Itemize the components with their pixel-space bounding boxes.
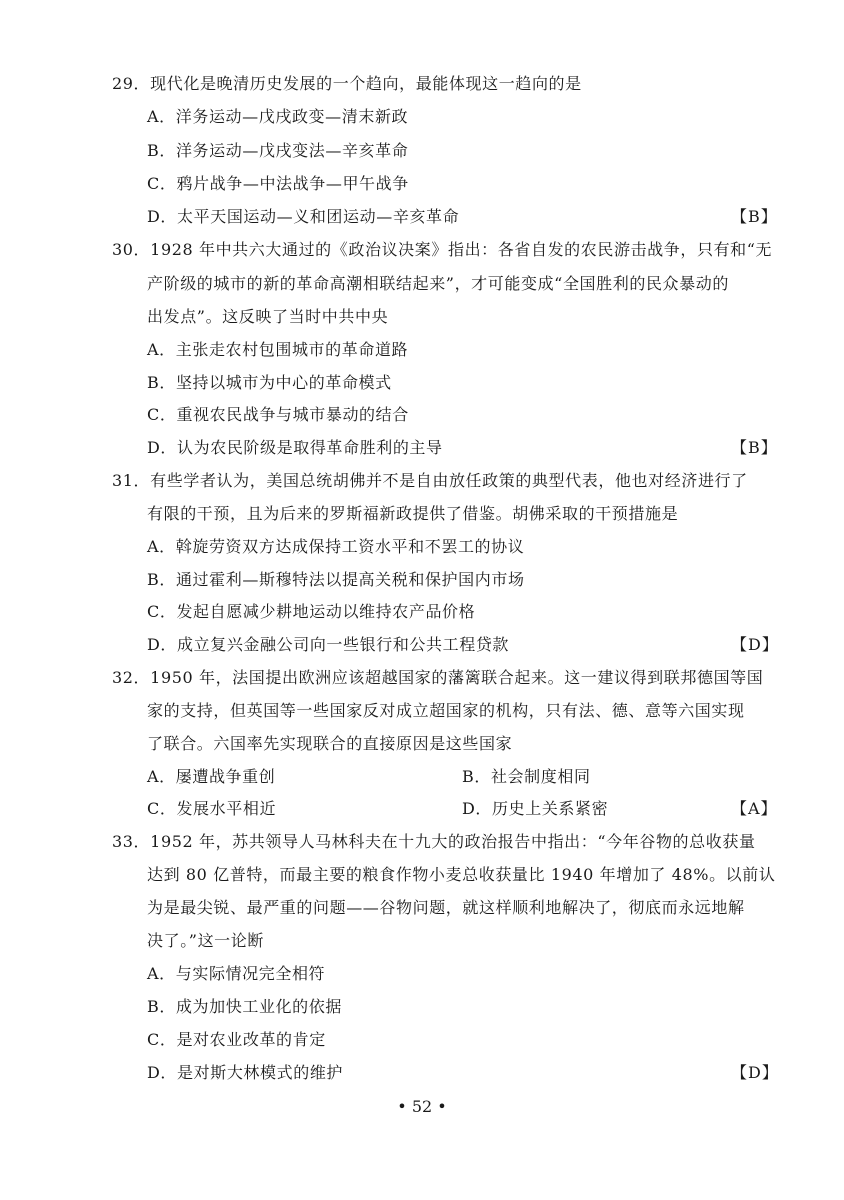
question-30-answer: 【B】	[731, 438, 778, 457]
question-32-option-d: D．历史上关系紧密	[462, 799, 609, 818]
question-33-option-c: C．是对农业改革的肯定	[147, 1030, 326, 1049]
question-29-option-b: B．洋务运动—戊戌变法—辛亥革命	[147, 141, 409, 160]
question-32-option-c: C．发展水平相近	[147, 799, 277, 818]
question-30-option-b: B．坚持以城市为中心的革命模式	[147, 373, 392, 392]
question-30-option-d: D．认为农民阶级是取得革命胜利的主导	[147, 438, 443, 457]
question-33-stem-line-3: 为是最尖锐、最严重的问题——谷物问题，就这样顺利地解决了，彻底而永远地解	[147, 898, 745, 917]
question-29-option-d: D．太平天国运动—义和团运动—辛亥革命	[147, 207, 460, 226]
question-33-option-a: A．与实际情况完全相符	[147, 964, 326, 983]
question-32-option-a: A．屡遭战争重创	[147, 767, 276, 786]
question-32-answer: 【A】	[731, 799, 778, 818]
question-31-answer: 【D】	[731, 635, 779, 654]
question-32-stem-line-3: 了联合。六国率先实现联合的直接原因是这些国家	[147, 734, 513, 753]
question-29-option-a: A．洋务运动—戊戌政变—清末新政	[147, 107, 409, 126]
question-30-stem-line-2: 产阶级的城市的新的革命高潮相联结起来”，才可能变成“全国胜利的民众暴动的	[147, 274, 729, 293]
question-31-option-d: D．成立复兴金融公司向一些银行和公共工程贷款	[147, 635, 510, 654]
question-30-option-a: A．主张走农村包围城市的革命道路	[147, 340, 409, 359]
question-32-stem-line-1: 32．1950 年，法国提出欧洲应该超越国家的藩篱联合起来。这一建议得到联邦德国等国	[112, 668, 764, 687]
question-33-stem-line-2: 达到 80 亿普特，而最主要的粮食作物小麦总收获量比 1940 年增加了 48%。以前认	[147, 865, 776, 884]
question-31-stem-line-1: 31．有些学者认为，美国总统胡佛并不是自由放任政策的典型代表，他也对经济进行了	[112, 471, 748, 490]
question-30-stem-line-1: 30．1928 年中共六大通过的《政治议决案》指出：各省自发的农民游击战争，只有和“无	[112, 240, 773, 259]
page-number: • 52 •	[397, 1097, 447, 1116]
question-32-stem-line-2: 家的支持，但英国等一些国家反对成立超国家的机构，只有法、德、意等六国实现	[147, 701, 745, 720]
question-29-stem: 29．现代化是晚清历史发展的一个趋向，最能体现这一趋向的是	[112, 74, 582, 93]
question-32-option-b: B．社会制度相同	[462, 767, 591, 786]
question-31-option-b: B．通过霍利—斯穆特法以提高关税和保护国内市场	[147, 570, 525, 589]
question-29-answer: 【B】	[731, 207, 778, 226]
question-33-option-d: D．是对斯大林模式的维护	[147, 1063, 344, 1082]
question-33-stem-line-4: 决了。”这一论断	[147, 931, 264, 950]
question-29-option-c: C．鸦片战争—中法战争—甲午战争	[147, 174, 409, 193]
question-33-option-b: B．成为加快工业化的依据	[147, 997, 342, 1016]
question-33-stem-line-1: 33．1952 年，苏共领导人马林科夫在十九大的政治报告中指出：“今年谷物的总收获量	[112, 832, 756, 851]
question-31-stem-line-2: 有限的干预，且为后来的罗斯福新政提供了借鉴。胡佛采取的干预措施是	[147, 504, 679, 523]
question-33-answer: 【D】	[731, 1063, 779, 1082]
question-30-stem-line-3: 出发点”。这反映了当时中共中央	[147, 307, 389, 326]
question-31-option-c: C．发起自愿减少耕地运动以维持农产品价格	[147, 602, 476, 621]
question-30-option-c: C．重视农民战争与城市暴动的结合	[147, 405, 409, 424]
question-31-option-a: A．斡旋劳资双方达成保持工资水平和不罢工的协议	[147, 537, 525, 556]
